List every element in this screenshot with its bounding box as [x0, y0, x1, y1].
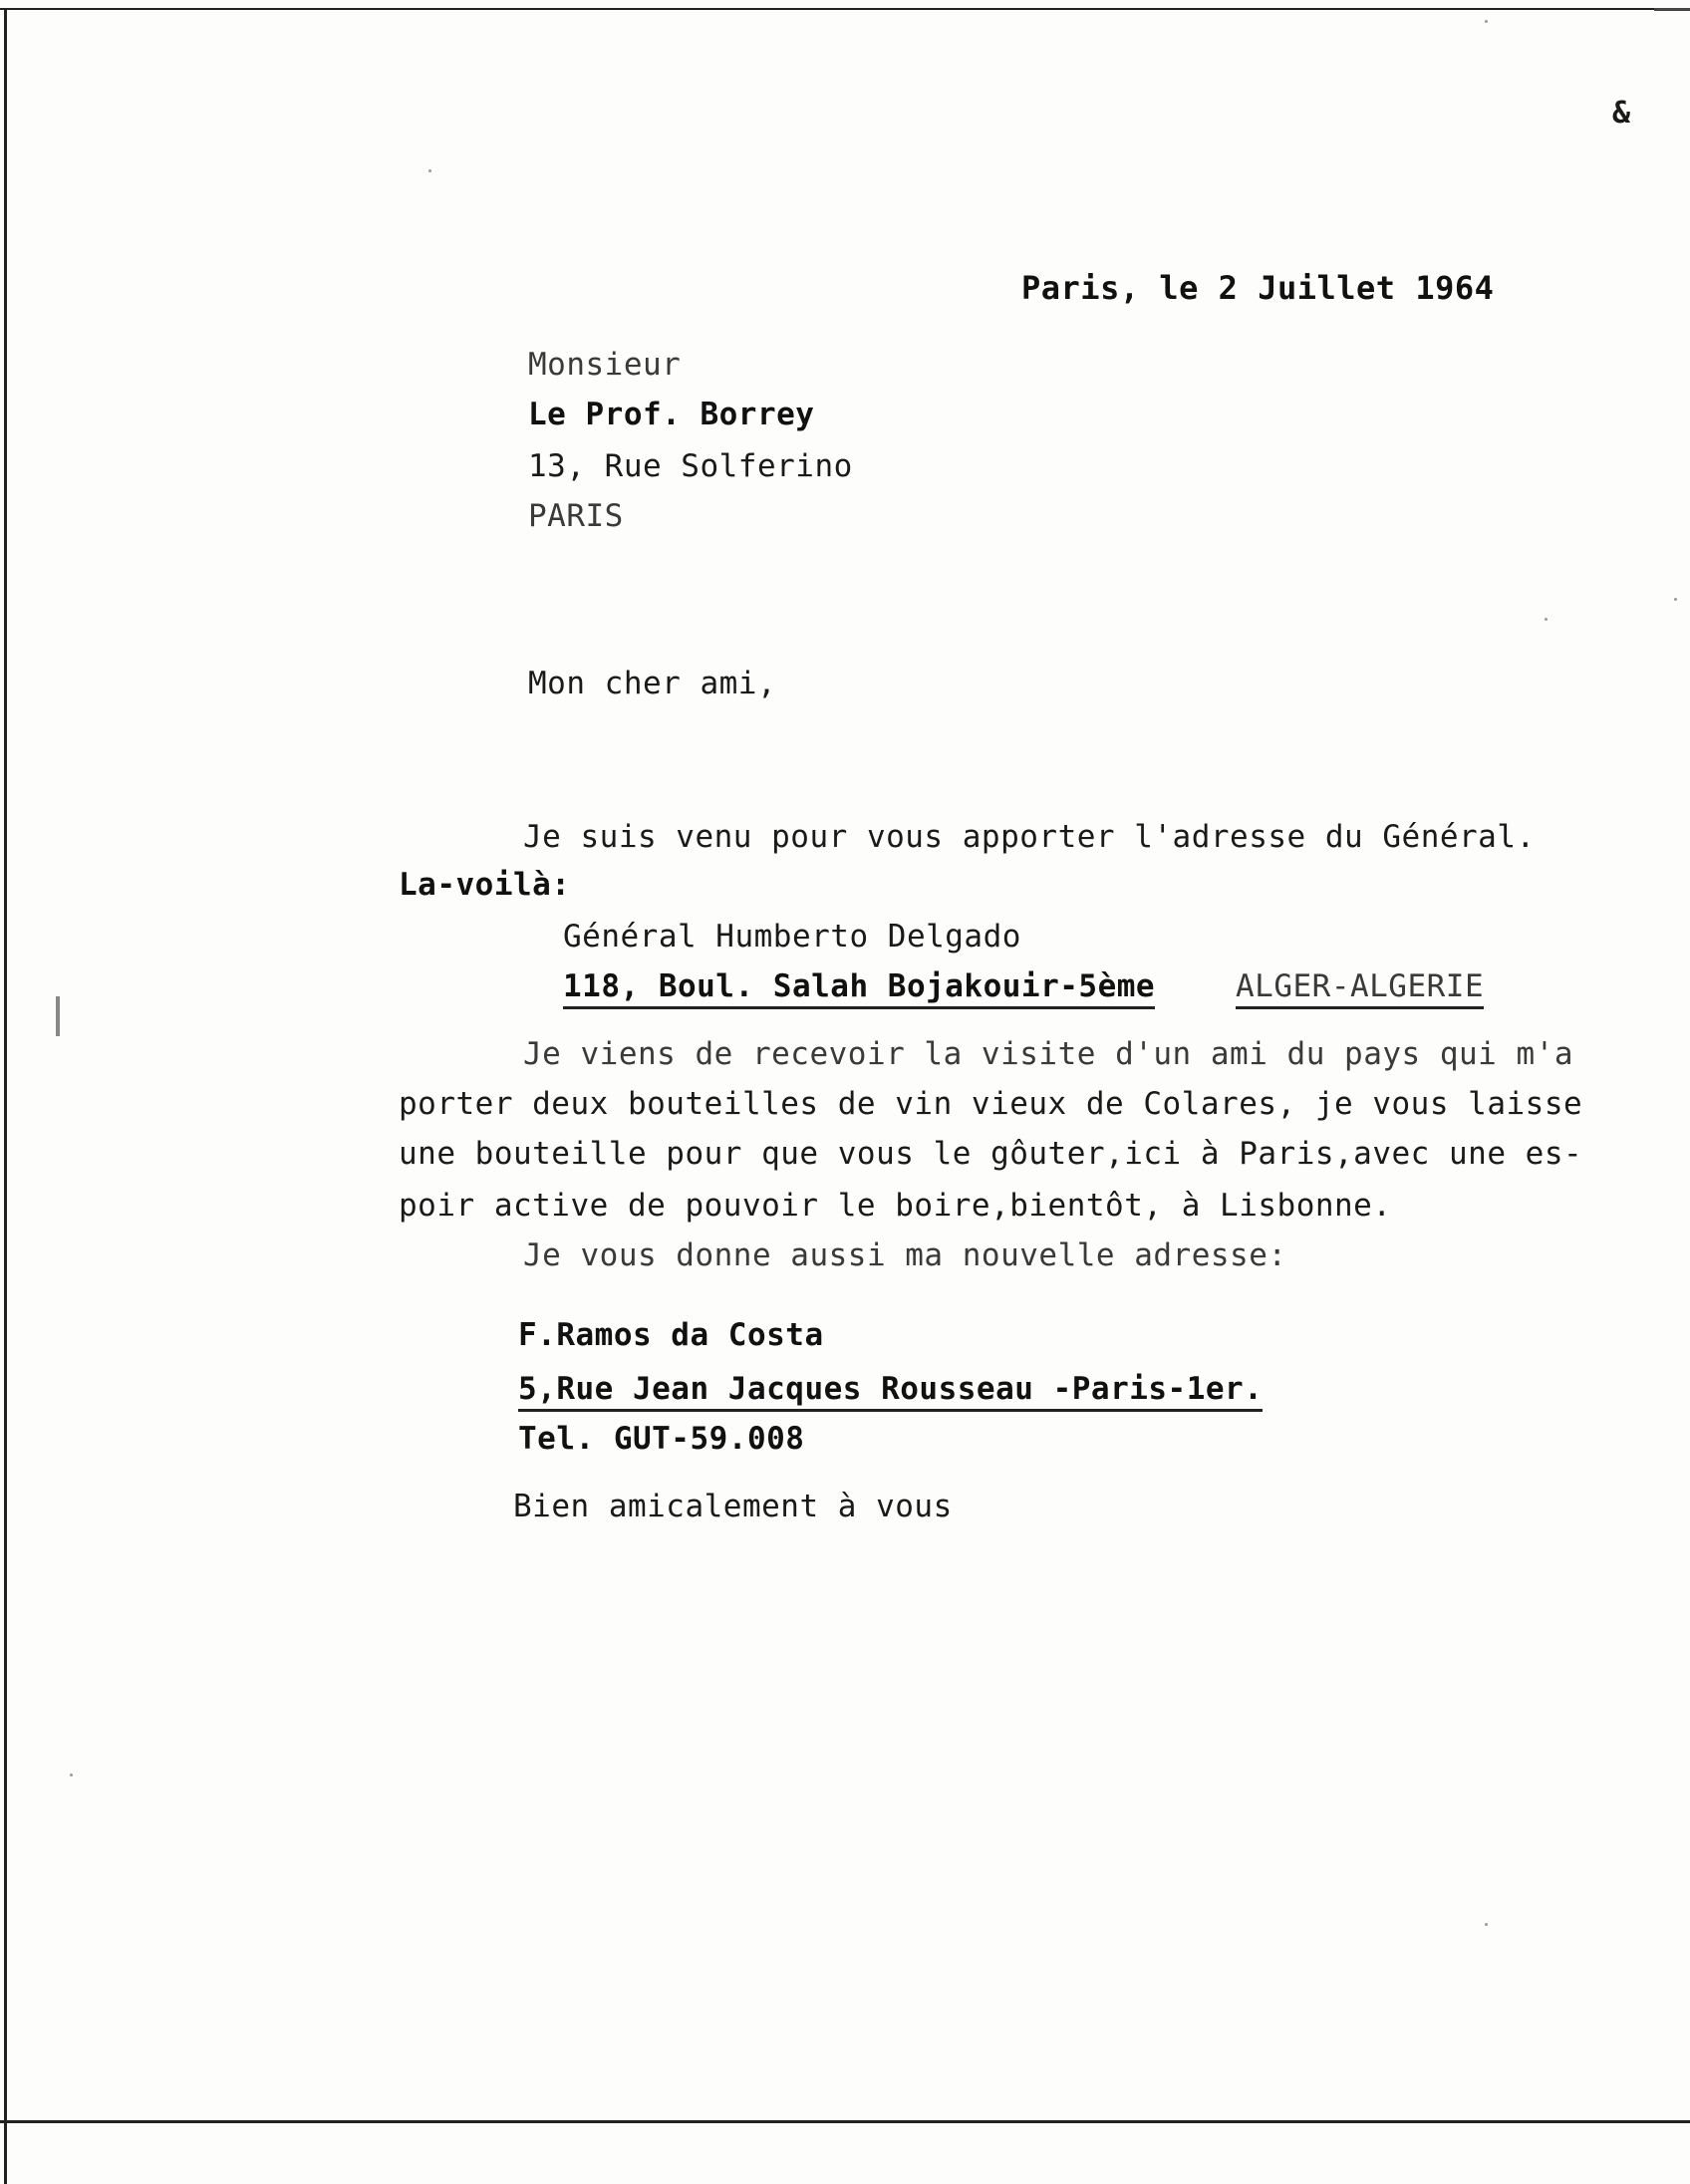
para2-line-3: une bouteille pour que vous le gôuter,ici à Paris,avec une es- [399, 1136, 1583, 1172]
general-name: Général Humberto Delgado [563, 919, 1021, 955]
closing: Bien amicalement à vous [513, 1489, 953, 1524]
para2-line-2: porter deux bouteilles de vin vieux de Colares, je vous laisse [399, 1086, 1583, 1122]
speck [1485, 20, 1488, 23]
scan-border-top [0, 8, 1690, 10]
scan-border-left [4, 8, 7, 2184]
sender-address: 5,Rue Jean Jacques Rousseau -Paris-1er. [518, 1371, 1263, 1412]
scan-border-right [1654, 8, 1690, 11]
para2-line-4: poir active de pouvoir le boire,bientôt, à Lisbonne. [399, 1188, 1392, 1224]
sender-name: F.Ramos da Costa [518, 1317, 824, 1353]
body-line-2: La-voilà: [399, 867, 571, 903]
speck [70, 1774, 73, 1776]
recipient-name: Le Prof. Borrey [528, 397, 815, 432]
sender-phone: Tel. GUT-59.008 [518, 1421, 805, 1457]
margin-mark [56, 996, 60, 1036]
recipient-city: PARIS [528, 498, 624, 534]
recipient-title: Monsieur [528, 347, 682, 383]
speck [1545, 618, 1548, 621]
speck [1674, 598, 1677, 601]
corner-mark: & [1612, 96, 1631, 131]
scan-border-bottom [0, 2120, 1690, 2123]
date-line: Paris, le 2 Juillet 1964 [1021, 269, 1495, 307]
general-address-main: 118, Boul. Salah Bojakouir-5ème [563, 968, 1155, 1009]
para2-line-1: Je viens de recevoir la visite d'un ami du pays qui m'a [523, 1036, 1573, 1072]
speck [1485, 1923, 1488, 1926]
recipient-street: 13, Rue Solferino [528, 448, 853, 484]
general-address-city: ALGER-ALGERIE [1236, 968, 1484, 1009]
greeting: Mon cher ami, [528, 666, 777, 701]
para3-line-1: Je vous donne aussi ma nouvelle adresse: [523, 1237, 1287, 1273]
speck [428, 169, 431, 172]
body-line-1: Je suis venu pour vous apporter l'adresse du Général. [523, 819, 1536, 855]
